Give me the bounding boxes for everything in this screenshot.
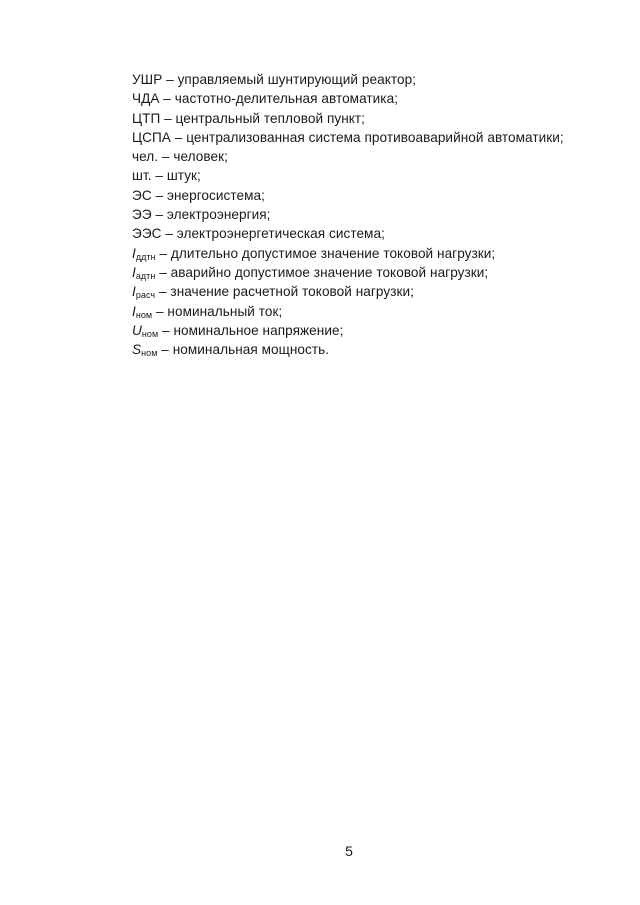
symbol-subscript: ном bbox=[141, 328, 159, 339]
symbol-definition: значение расчетной токовой нагрузки; bbox=[170, 284, 414, 300]
symbol-letter: I bbox=[132, 284, 136, 300]
dash: – bbox=[159, 91, 175, 107]
abbreviation-term: чел. bbox=[132, 149, 159, 165]
symbol-subscript: расч bbox=[135, 290, 156, 301]
abbreviation-term: ЭЭ bbox=[132, 207, 152, 223]
abbreviation-term: ЭЭС bbox=[132, 226, 162, 242]
abbreviation-definition: энергосистема; bbox=[166, 187, 265, 203]
abbreviation-item bbox=[132, 166, 564, 185]
dash: – bbox=[170, 129, 187, 145]
symbol-letter: I bbox=[132, 264, 136, 280]
abbreviation-definition: частотно-делительная автоматика; bbox=[174, 91, 399, 107]
dash: – bbox=[155, 245, 171, 261]
abbreviation-item bbox=[132, 224, 564, 243]
dash: – bbox=[157, 342, 173, 358]
symbol bbox=[132, 342, 157, 357]
dash: – bbox=[162, 72, 178, 87]
abbreviation-definition: управляемый шунтирующий реактор; bbox=[177, 72, 417, 87]
abbreviation-item bbox=[132, 147, 564, 166]
symbol-item bbox=[132, 282, 564, 301]
symbol-item bbox=[132, 321, 564, 340]
abbreviation-item bbox=[132, 109, 564, 128]
abbreviation-item bbox=[132, 186, 564, 205]
abbreviation-term: ЧДА bbox=[132, 91, 160, 107]
dash: – bbox=[158, 149, 174, 165]
symbol-definition: номинальная мощность. bbox=[172, 342, 330, 358]
abbreviation-term: ЦТП bbox=[132, 110, 161, 126]
symbol-item bbox=[132, 302, 564, 321]
abbreviation-item bbox=[132, 128, 564, 147]
abbreviation-list bbox=[132, 70, 564, 359]
symbol-subscript: ном bbox=[141, 348, 158, 359]
symbol bbox=[132, 246, 156, 261]
symbol-letter: I bbox=[132, 245, 136, 261]
symbol-definition: номинальное напряжение; bbox=[173, 322, 344, 338]
symbol-item bbox=[132, 244, 564, 263]
symbol-item bbox=[132, 263, 564, 282]
dash: – bbox=[151, 207, 167, 223]
symbol bbox=[132, 284, 155, 299]
symbol-subscript: адтн bbox=[135, 270, 156, 281]
dash: – bbox=[151, 168, 167, 184]
symbol bbox=[132, 265, 155, 280]
dash: – bbox=[155, 264, 171, 280]
symbol-letter: S bbox=[132, 342, 142, 358]
abbreviation-item bbox=[132, 205, 564, 224]
abbreviation-item bbox=[132, 89, 564, 108]
abbreviation-definition: штук; bbox=[166, 168, 201, 184]
abbreviation-definition: центральный тепловой пункт; bbox=[175, 110, 366, 126]
symbol-letter: I bbox=[132, 303, 136, 319]
dash: – bbox=[152, 303, 168, 319]
dash: – bbox=[158, 322, 174, 338]
dash: – bbox=[155, 284, 171, 300]
dash: – bbox=[151, 187, 167, 203]
abbreviation-term: ЭС bbox=[132, 187, 152, 203]
abbreviation-term: шт. bbox=[132, 168, 152, 184]
page-number: 5 bbox=[345, 843, 353, 859]
abbreviation-term: УШР bbox=[132, 72, 163, 87]
symbol bbox=[132, 304, 152, 319]
symbol-item bbox=[132, 340, 564, 359]
symbol-subscript: ном bbox=[135, 309, 153, 320]
symbol-letter: U bbox=[132, 322, 142, 338]
dash: – bbox=[160, 110, 176, 126]
symbol-definition: аварийно допустимое значение токовой нагрузки; bbox=[170, 264, 489, 280]
abbreviation-definition: человек; bbox=[173, 149, 228, 165]
abbreviation-definition: электроэнергия; bbox=[166, 207, 271, 223]
symbol-definition: номинальный ток; bbox=[167, 303, 283, 319]
abbreviation-term: ЦСПА bbox=[132, 129, 171, 145]
dash: – bbox=[161, 226, 177, 242]
abbreviation-definition: электроэнергетическая система; bbox=[176, 226, 385, 242]
abbreviation-definition: централизованная система противоаварийной автоматики; bbox=[186, 129, 564, 145]
symbol bbox=[132, 323, 158, 338]
abbreviation-item bbox=[132, 70, 564, 89]
symbol-definition: длительно допустимое значение токовой нагрузки; bbox=[170, 245, 496, 261]
symbol-subscript: ддтн bbox=[135, 251, 156, 262]
